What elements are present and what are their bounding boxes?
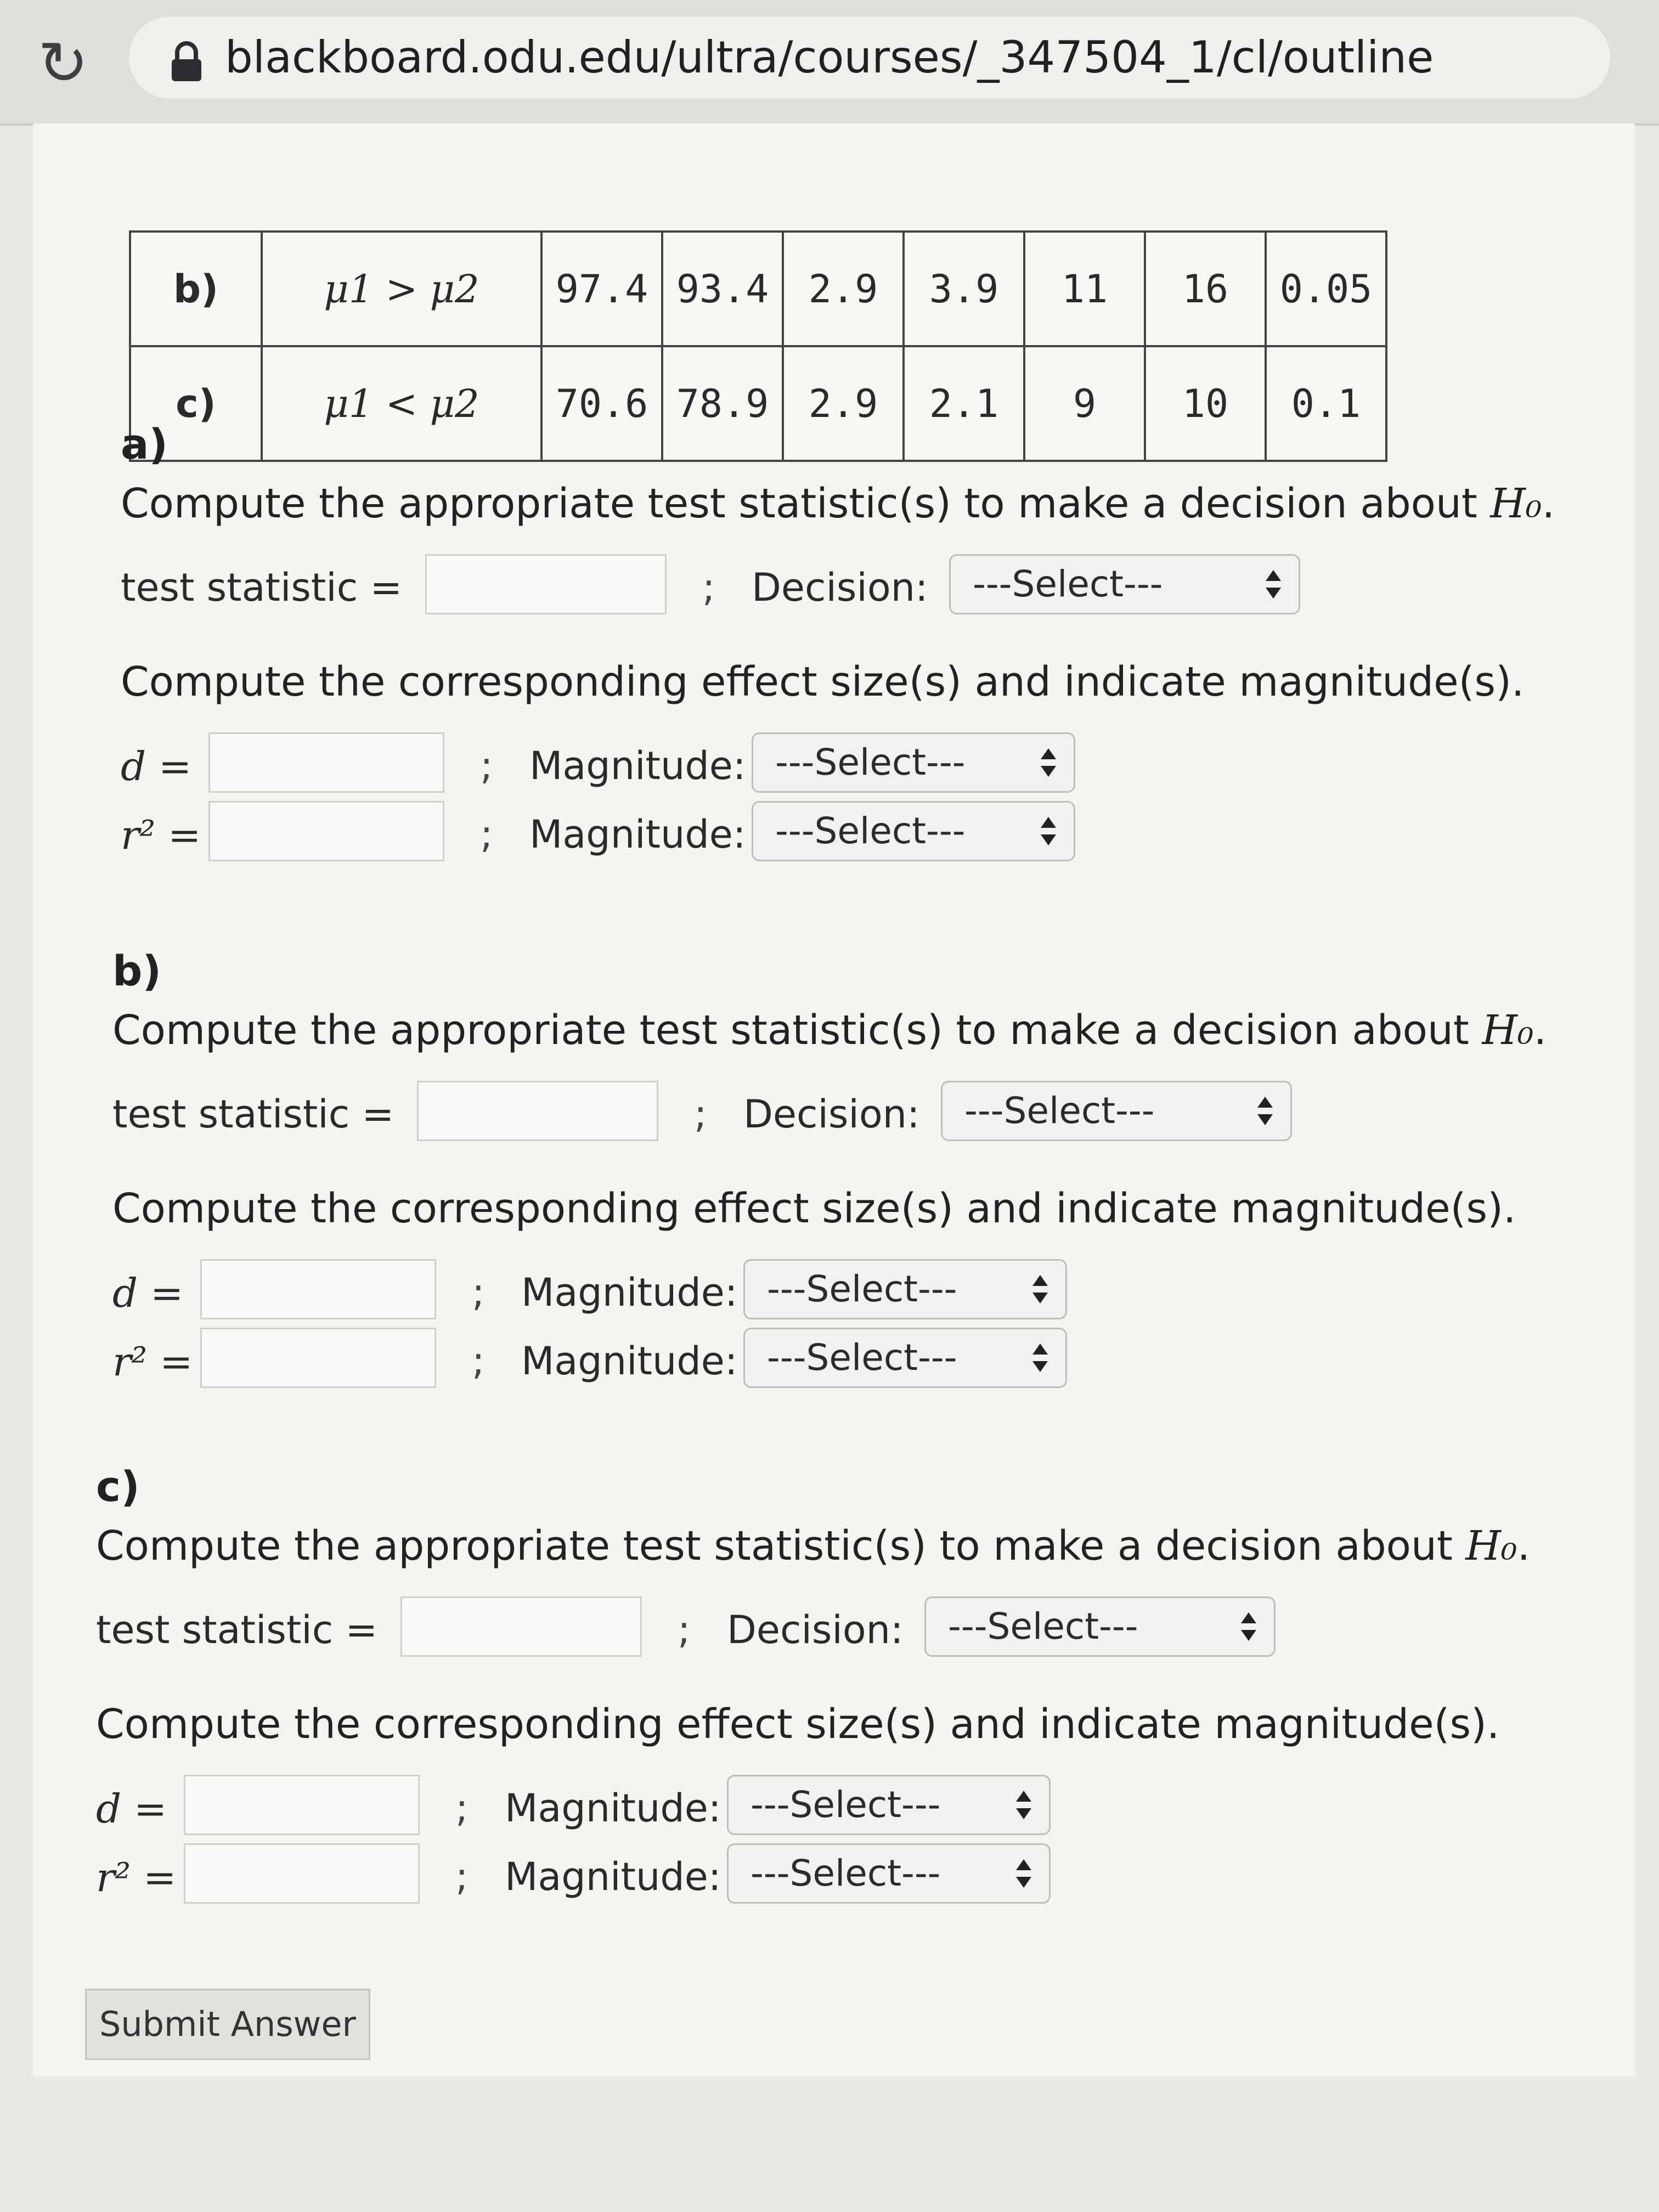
section-b [112, 946, 1627, 1391]
test-prompt: Compute the appropriate test statistic(s) to make a decision about H₀. [121, 480, 1555, 527]
select-arrows-icon [1031, 1341, 1049, 1374]
test-statistic-row [112, 1075, 1627, 1152]
separator: ; [702, 565, 715, 610]
select-arrows-icon [1256, 1094, 1274, 1127]
h0-symbol: H₀ [1465, 1522, 1517, 1570]
decision-select[interactable]: ---Select--- [924, 1596, 1276, 1657]
test-statistic-input[interactable] [400, 1596, 642, 1657]
d-row [112, 1254, 1627, 1322]
effect-prompt: Compute the corresponding effect size(s) and indicate magnitude(s). [121, 658, 1525, 706]
select-arrows-icon [1015, 1857, 1032, 1890]
magnitude-label: Magnitude: [505, 1854, 721, 1899]
separator: ; [678, 1607, 691, 1652]
d-row [121, 727, 1635, 795]
separator: ; [455, 1786, 469, 1831]
separator: ; [480, 812, 493, 857]
separator: ; [472, 1339, 485, 1384]
separator: ; [694, 1092, 707, 1137]
table-cell: 2.9 [783, 346, 904, 461]
decision-label: Decision: [727, 1607, 904, 1652]
decision-select[interactable]: ---Select--- [949, 554, 1300, 614]
magnitude-label: Magnitude: [521, 1339, 738, 1384]
d-input[interactable] [200, 1259, 436, 1319]
test-prompt: Compute the appropriate test statistic(s) to make a decision about H₀. [96, 1522, 1531, 1570]
test-statistic-label: test statistic = [112, 1092, 394, 1137]
select-arrows-icon [1265, 568, 1282, 601]
hypothesis-cell: μ1 > μ2 [262, 232, 541, 346]
address-bar[interactable] [129, 16, 1610, 99]
decision-select[interactable]: ---Select--- [941, 1081, 1292, 1141]
effect-prompt: Compute the corresponding effect size(s) and indicate magnitude(s). [96, 1701, 1500, 1748]
table-cell: 10 [1145, 346, 1266, 461]
select-arrows-icon [1240, 1610, 1257, 1643]
browser-toolbar [0, 0, 1659, 126]
separator: ; [472, 1270, 485, 1315]
test-statistic-input[interactable] [417, 1081, 658, 1141]
d-input[interactable] [184, 1775, 420, 1835]
d-label: d = [96, 1786, 167, 1832]
lock-icon [167, 40, 206, 83]
decision-label: Decision: [752, 565, 928, 610]
select-arrows-icon [1031, 1273, 1049, 1306]
r2-magnitude-select[interactable]: ---Select--- [727, 1843, 1051, 1904]
d-magnitude-select[interactable]: ---Select--- [752, 732, 1075, 793]
table-cell: 0.05 [1266, 232, 1386, 346]
r2-magnitude-select[interactable]: ---Select--- [752, 801, 1075, 861]
test-statistic-input[interactable] [425, 554, 667, 614]
test-statistic-label: test statistic = [121, 565, 403, 610]
table-cell: 3.9 [904, 232, 1024, 346]
magnitude-label: Magnitude: [521, 1270, 738, 1315]
reload-icon[interactable]: ↻ [37, 28, 89, 98]
r2-magnitude-select[interactable]: ---Select--- [743, 1328, 1067, 1388]
d-label: d = [121, 743, 192, 789]
test-statistic-row [96, 1591, 1610, 1668]
d-magnitude-select[interactable]: ---Select--- [743, 1259, 1067, 1319]
test-statistic-row [121, 549, 1635, 625]
test-statistic-label: test statistic = [96, 1607, 378, 1652]
separator: ; [480, 743, 493, 788]
h0-symbol: H₀ [1482, 1007, 1534, 1054]
table-cell: 9 [1024, 346, 1145, 461]
section-label: a) [121, 420, 168, 469]
table-cell: 97.4 [541, 232, 662, 346]
select-arrows-icon [1015, 1788, 1032, 1821]
table-cell: 93.4 [662, 232, 783, 346]
table-cell: 2.1 [904, 346, 1024, 461]
separator: ; [455, 1854, 469, 1899]
row-label: c) [130, 346, 262, 461]
d-row [96, 1769, 1610, 1838]
r2-label: r² = [121, 812, 201, 858]
magnitude-label: Magnitude: [529, 812, 746, 857]
row-label: b) [130, 232, 262, 346]
decision-label: Decision: [743, 1092, 920, 1137]
r2-input[interactable] [184, 1843, 420, 1904]
table-cell: 78.9 [662, 346, 783, 461]
test-prompt: Compute the appropriate test statistic(s) to make a decision about H₀. [112, 1007, 1547, 1054]
section-label: b) [112, 946, 162, 995]
r2-input[interactable] [200, 1328, 436, 1388]
section-c [96, 1462, 1610, 1906]
table-row [130, 232, 1386, 346]
section-label: c) [96, 1462, 140, 1511]
table-cell: 70.6 [541, 346, 662, 461]
r2-input[interactable] [208, 801, 444, 861]
url-text: blackboard.odu.edu/ultra/courses/_347504_1/cl/outline [225, 32, 1434, 83]
section-a [121, 420, 1635, 864]
d-label: d = [112, 1270, 184, 1316]
table-cell: 2.9 [783, 232, 904, 346]
table-cell: 0.1 [1266, 346, 1386, 461]
submit-answer-button[interactable]: Submit Answer [85, 1989, 370, 2060]
magnitude-label: Magnitude: [505, 1786, 721, 1831]
d-input[interactable] [208, 732, 444, 793]
table-cell: 16 [1145, 232, 1266, 346]
select-arrows-icon [1040, 746, 1057, 779]
select-arrows-icon [1040, 815, 1057, 848]
h0-symbol: H₀ [1490, 480, 1542, 527]
r2-row [96, 1838, 1610, 1906]
hypothesis-cell: μ1 < μ2 [262, 346, 541, 461]
r2-label: r² = [112, 1339, 193, 1385]
effect-prompt: Compute the corresponding effect size(s) and indicate magnitude(s). [112, 1185, 1516, 1232]
magnitude-label: Magnitude: [529, 743, 746, 788]
r2-row [112, 1322, 1627, 1391]
r2-label: r² = [96, 1854, 177, 1900]
question-card [33, 123, 1635, 2076]
d-magnitude-select[interactable]: ---Select--- [727, 1775, 1051, 1835]
r2-row [121, 795, 1635, 864]
table-cell: 11 [1024, 232, 1145, 346]
